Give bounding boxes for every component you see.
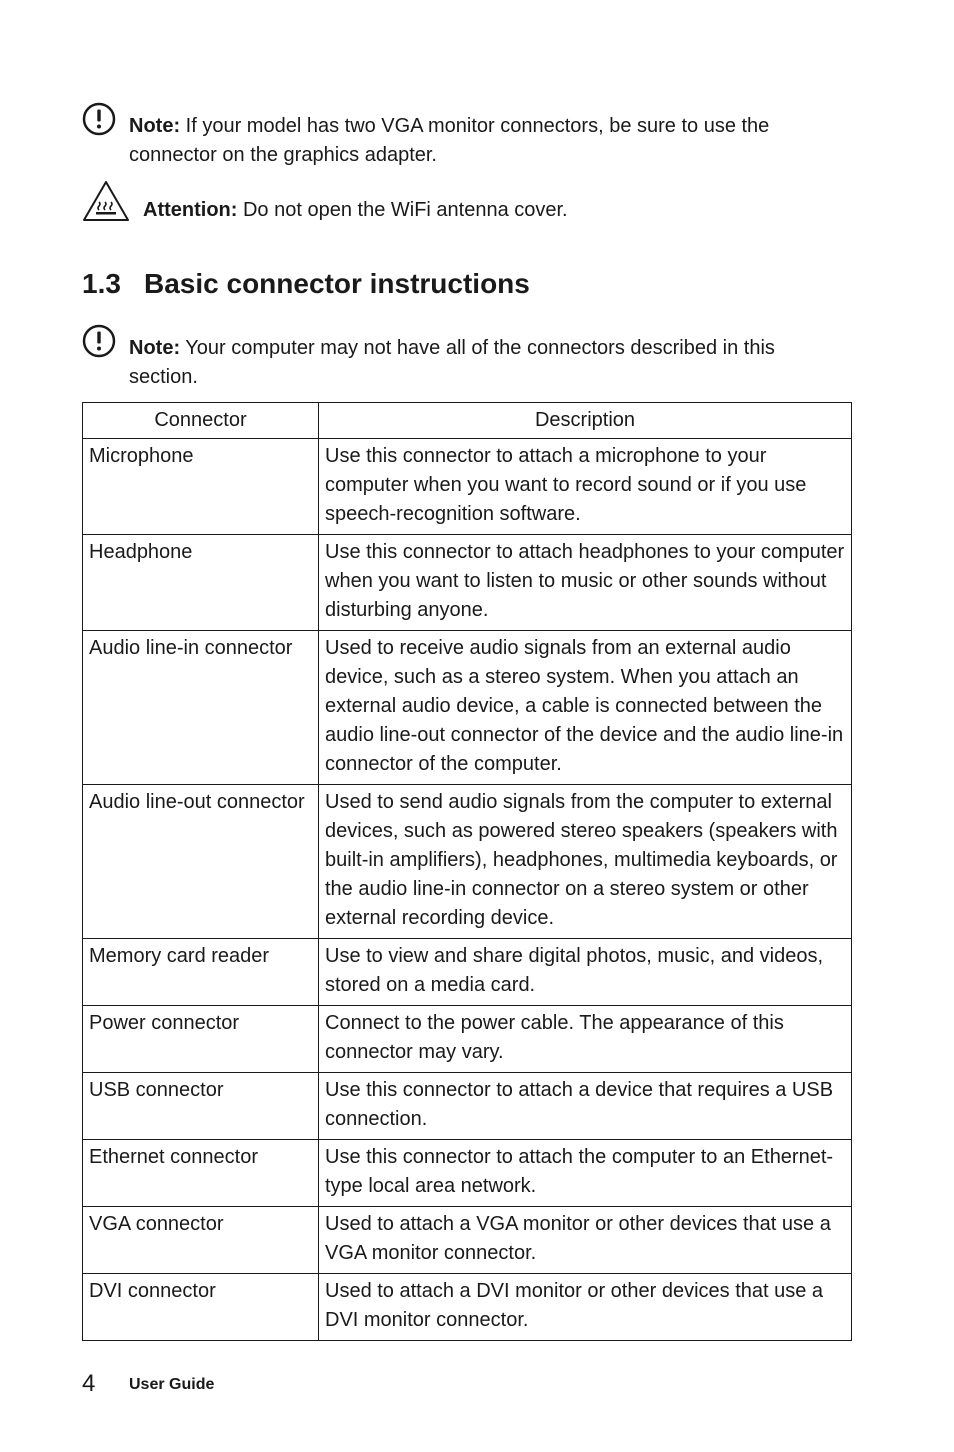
connector-cell: USB connector: [83, 1073, 319, 1140]
page-number: 4: [82, 1370, 96, 1397]
connector-cell: Power connector: [83, 1006, 319, 1073]
description-cell: Use to view and share digital photos, music, and videos, stored on a media card.: [319, 939, 852, 1006]
hot-surface-warning-icon: [82, 180, 130, 227]
description-cell: Use this connector to attach the computer to an Ethernet-type local area network.: [319, 1140, 852, 1207]
attention-body: Do not open the WiFi antenna cover.: [237, 199, 568, 221]
exclamation-circle-icon: [82, 324, 116, 363]
table-row: [83, 1073, 852, 1140]
connector-cell: Audio line-out connector: [83, 785, 319, 939]
description-cell: Use this connector to attach headphones to your computer when you want to listen to music or other sounds without disturbing anyone.: [319, 535, 852, 631]
table-row: [83, 939, 852, 1006]
table-row: [83, 785, 852, 939]
attention-lead: Attention:: [143, 199, 238, 221]
table-header-row: [83, 403, 852, 439]
connector-cell: Ethernet connector: [83, 1140, 319, 1207]
description-cell: Use this connector to attach a device that requires a USB connection.: [319, 1073, 852, 1140]
description-cell: Connect to the power cable. The appearance of this connector may vary.: [319, 1006, 852, 1073]
description-cell: Used to send audio signals from the computer to external devices, such as powered stereo speakers (speakers with built-in amplifiers), headphones, multimedia keyboards, or the audio line-in connector on a stereo system or other external recording device.: [319, 785, 852, 939]
column-header-connector: Connector: [83, 403, 319, 439]
table-row: [83, 631, 852, 785]
note-body: Your computer may not have all of the connectors described in this section.: [129, 337, 775, 388]
note-body: If your model has two VGA monitor connectors, be sure to use the connector on the graphics adapter.: [129, 115, 770, 166]
table-row: [83, 1274, 852, 1341]
section-heading: [82, 268, 530, 300]
description-cell: Use this connector to attach a microphone to your computer when you want to record sound or if you use speech-recognition software.: [319, 439, 852, 535]
column-header-description: Description: [319, 403, 852, 439]
attention-text: [143, 196, 843, 225]
connector-cell: DVI connector: [83, 1274, 319, 1341]
connector-table: [82, 402, 852, 1341]
note-lead: Note:: [129, 337, 181, 359]
page-footer: [82, 1370, 215, 1398]
note-text: [129, 334, 849, 392]
section-number: 1.3: [82, 268, 121, 299]
table-row: [83, 535, 852, 631]
description-cell: Used to attach a DVI monitor or other devices that use a DVI monitor connector.: [319, 1274, 852, 1341]
note-text: [129, 112, 849, 170]
document-title: User Guide: [129, 1376, 215, 1393]
connector-cell: VGA connector: [83, 1207, 319, 1274]
note-lead: Note:: [129, 115, 181, 137]
connector-cell: Memory card reader: [83, 939, 319, 1006]
description-cell: Used to attach a VGA monitor or other devices that use a VGA monitor connector.: [319, 1207, 852, 1274]
table-row: [83, 1006, 852, 1073]
section-title: Basic connector instructions: [144, 268, 530, 299]
connector-cell: Headphone: [83, 535, 319, 631]
table-row: [83, 439, 852, 535]
description-cell: Used to receive audio signals from an external audio device, such as a stereo system. When you attach an external audio device, a cable is connected between the audio line-out connector of the device and the audio line-in connector of the computer.: [319, 631, 852, 785]
exclamation-circle-icon: [82, 102, 116, 141]
table-row: [83, 1207, 852, 1274]
table-row: [83, 1140, 852, 1207]
connector-cell: Audio line-in connector: [83, 631, 319, 785]
connector-cell: Microphone: [83, 439, 319, 535]
